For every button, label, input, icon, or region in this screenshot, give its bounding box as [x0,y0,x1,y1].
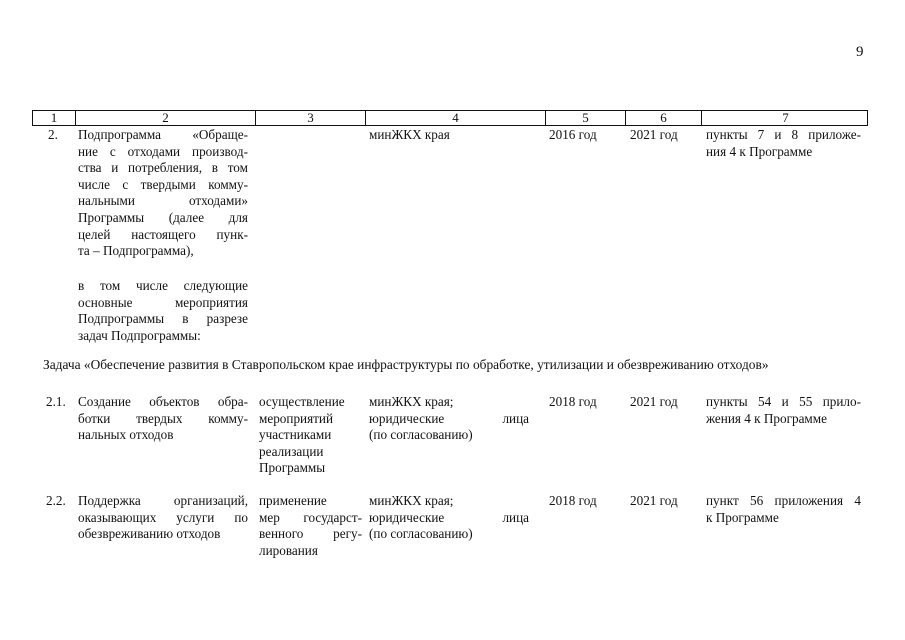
row-2-name-line: ние с отходами производ- [78,143,248,159]
row-2-1-end-year: 2021 год [630,394,678,409]
row-2-intro-line: Подпрограммы в разрезе [78,311,248,327]
row-2-2-ref-line: пункт 56 приложения 4 [706,493,861,508]
row-2-subitems-intro [78,278,248,344]
row-2-1-form [259,394,364,477]
table-header-row [32,110,868,126]
row-2-1-number: 2.1. [46,394,66,409]
row-2-2-form [259,493,362,559]
row-2-1-form-line: участниками [259,427,332,443]
row-2-1-form-line: реализации [259,443,324,459]
row-2-name-line: ства и потребления, в том [78,160,248,176]
row-2-1-reference [706,394,861,427]
header-col-6: 6 [625,111,701,125]
row-2-2-reference [706,493,861,526]
row-2-name-line: та – Подпрограмма), [78,243,194,259]
row-2-1-executor [369,394,529,444]
row-2-2-form-line: венного регу- [259,526,362,542]
row-2-2-form-line: мер государст- [259,509,362,525]
row-2-ref-line: ния 4 к Программе [706,143,813,159]
row-2-2-executor [369,493,529,543]
row-2-1-form-line: осуществление [259,394,345,409]
row-2-2-form-line: применение [259,493,327,508]
row-2-start-year: 2016 год [549,127,597,142]
header-col-5: 5 [545,111,625,125]
row-2-executor: минЖКХ края [369,127,450,142]
row-2-2-executor-line: (по согласованию) [369,526,473,542]
row-2-number: 2. [48,127,58,142]
row-2-name-line: Программы (далее для [78,209,248,225]
row-2-name-line: целей настоящего пунк- [78,226,248,242]
row-2-reference [706,127,861,160]
row-2-1-executor-line: юридические лица [369,410,529,426]
row-2-2-end-year: 2021 год [630,493,678,508]
header-col-3: 3 [255,111,365,125]
task-heading: Задача «Обеспечение развития в Ставропольском крае инфраструктуры по обработке, утилизации и обезвреживанию отходов» [43,357,769,372]
row-2-2-name-line: Поддержка организаций, [78,493,248,508]
row-2-1-ref-line: жения 4 к Программе [706,410,827,426]
row-2-intro-line: задач Подпрограммы: [78,327,201,343]
row-2-ref-line: пункты 7 и 8 приложе- [706,127,861,142]
row-2-2-form-line: лирования [259,542,318,558]
row-2-intro-line: основные мероприятия [78,294,248,310]
header-col-4: 4 [365,111,545,125]
row-2-name [78,127,248,260]
row-2-1-form-line: Программы [259,460,326,476]
row-2-2-executor-line: юридические лица [369,509,529,525]
row-2-name-line: числе с твердыми комму- [78,176,248,192]
row-2-1-executor-line: (по согласованию) [369,427,473,443]
row-2-2-ref-line: к Программе [706,509,779,525]
row-2-end-year: 2021 год [630,127,678,142]
header-col-2: 2 [75,111,255,125]
row-2-name-line: Подпрограмма «Обраще- [78,127,248,142]
row-2-name-line: нальными отходами» [78,193,248,209]
row-2-2-executor-line: минЖКХ края; [369,493,454,508]
row-2-2-name-line: обезвреживанию отходов [78,526,221,542]
header-col-7: 7 [701,111,869,125]
row-2-1-name-line: Создание объектов обра- [78,394,248,409]
row-2-2-name [78,493,248,543]
row-2-1-name-line: нальных отходов [78,427,174,443]
row-2-2-start-year: 2018 год [549,493,597,508]
row-2-1-name [78,394,248,444]
page-number: 9 [856,44,864,60]
row-2-1-ref-line: пункты 54 и 55 прило- [706,394,861,409]
row-2-intro-line: в том числе следующие [78,278,248,293]
row-2-1-form-line: мероприятий [259,410,334,426]
row-2-1-start-year: 2018 год [549,394,597,409]
row-2-1-executor-line: минЖКХ края; [369,394,454,409]
row-2-2-number: 2.2. [46,493,66,508]
row-2-2-name-line: оказывающих услуги по [78,509,248,525]
row-2-1-name-line: ботки твердых комму- [78,410,248,426]
header-col-1: 1 [50,110,58,125]
